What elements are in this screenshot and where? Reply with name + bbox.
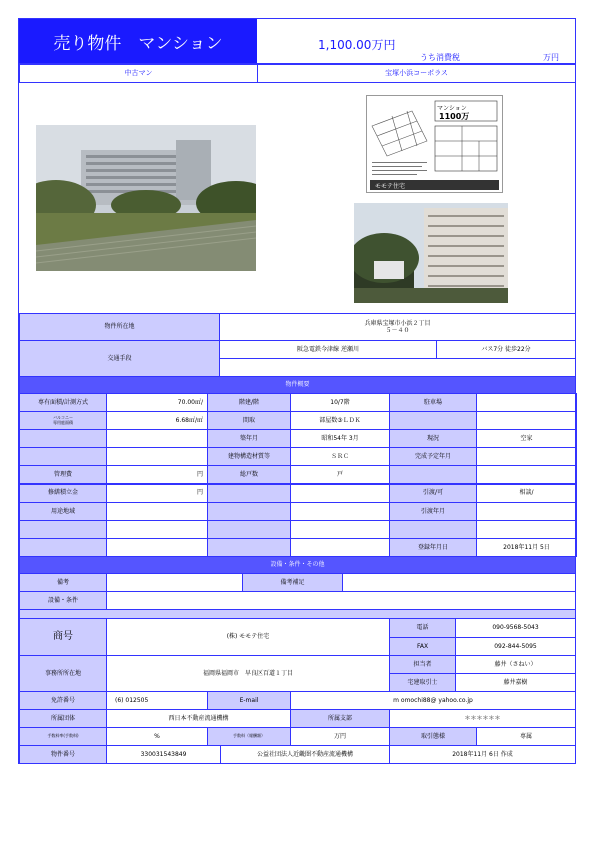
overview-cell <box>389 411 477 430</box>
flyer-title: マンション <box>437 105 467 112</box>
branch-value: ＊＊＊＊＊＊ <box>389 709 576 728</box>
overview-cell: 空家 <box>476 429 577 448</box>
overview-cell <box>290 502 390 521</box>
flyer-footer: モモテ住宅 <box>375 183 406 190</box>
overview-cell: 築年月 <box>207 429 291 448</box>
footer-org: 公益社団法人近畿圏不動産流通機構 <box>220 745 390 764</box>
overview-cell: 昭和54年 3月 <box>290 429 390 448</box>
property-no: 330031543849 <box>106 745 221 764</box>
overview-cell <box>19 538 107 557</box>
overview-cell: 用途地域 <box>19 502 107 521</box>
overview-cell: 階建/階 <box>207 393 291 412</box>
location-value <box>219 313 576 341</box>
overview-cell: 管理費 <box>19 465 107 484</box>
facilities-heading: 設備・条件・その他 <box>19 556 576 574</box>
transport-access: バス7分 徒歩22分 <box>436 340 576 359</box>
overview-cell <box>476 520 577 539</box>
overview-cell: 70.00㎡/ <box>106 393 208 412</box>
transport-extra <box>219 358 576 377</box>
office-address: 福岡県福岡市 早良区百道１丁目 <box>106 655 390 692</box>
overview-cell: 専有面積/計測方式 <box>19 393 107 412</box>
conditions-value <box>106 591 576 610</box>
overview-cell <box>290 484 390 503</box>
fax-label: FAX <box>389 637 456 656</box>
overview-cell: 引渡年月 <box>389 502 477 521</box>
building-name: 宝塚小浜コーポラス <box>257 64 576 83</box>
association-label: 所属団体 <box>19 709 107 728</box>
overview-cell: 10/7階 <box>290 393 390 412</box>
transaction-value: 専属 <box>476 727 576 746</box>
address-line-1: 兵庫県宝塚市小浜２丁目 <box>364 319 431 327</box>
overview-cell <box>106 502 208 521</box>
overview-cell <box>106 538 208 557</box>
overview-cell: 円 <box>106 465 208 484</box>
overview-cell <box>476 502 577 521</box>
email-label: E-mail <box>207 691 291 710</box>
license-value: (6) 012505 <box>106 691 208 710</box>
tel-value: 090-9568-5043 <box>455 618 576 638</box>
tel-label: 電話 <box>389 618 456 638</box>
trade-name: (株) モモテ住宅 <box>106 618 390 656</box>
overview-cell: 総戸数 <box>207 465 291 484</box>
overview-cell: バルコニー 専用庭面積 <box>19 411 107 430</box>
overview-cell: 相談/ <box>476 484 577 503</box>
remarks-sup-value <box>342 573 576 592</box>
contact-value: 藤井（さねい） <box>455 655 576 674</box>
overview-cell: 戸 <box>290 465 390 484</box>
office-label: 事務所所在地 <box>19 655 107 692</box>
fee-label: 手数料（報酬額） <box>207 727 291 746</box>
overview-cell: 6.68㎡/㎡ <box>106 411 208 430</box>
tax-unit: 万円 <box>543 53 559 62</box>
overview-cell: 完成予定年月 <box>389 447 477 466</box>
overview-cell: 間取 <box>207 411 291 430</box>
license-label: 免許番号 <box>19 691 107 710</box>
location-label: 物件所在地 <box>19 313 220 341</box>
overview-cell <box>389 520 477 539</box>
overview-cell <box>476 411 577 430</box>
transaction-label: 取引態様 <box>389 727 477 746</box>
overview-cell <box>106 429 208 448</box>
flyer-price: 1100万 <box>439 112 470 121</box>
overview-cell <box>19 520 107 539</box>
broker-value: 藤井嘉樹 <box>455 673 576 692</box>
price: 1,100.00万円 <box>318 38 396 52</box>
overview-cell <box>19 447 107 466</box>
overview-cell <box>106 447 208 466</box>
overview-cell <box>207 484 291 503</box>
overview-cell <box>290 538 390 557</box>
overview-cell <box>290 520 390 539</box>
remarks-value <box>106 573 243 592</box>
overview-cell <box>389 465 477 484</box>
property-no-label: 物件番号 <box>19 745 107 764</box>
overview-cell <box>207 502 291 521</box>
overview-cell <box>19 429 107 448</box>
overview-cell: 現況 <box>389 429 477 448</box>
sales-flyer-image <box>366 95 503 193</box>
fee-rate-label: 手数料率(手数料) <box>19 727 107 746</box>
overview-cell <box>476 393 577 412</box>
transport-label: 交通手段 <box>19 340 220 377</box>
sheet-title: 売り物件 マンション <box>19 19 257 63</box>
overview-cell: ＳＲＣ <box>290 447 390 466</box>
remarks-label: 備考 <box>19 573 107 592</box>
building-photo <box>36 125 256 271</box>
overview-heading: 物件概要 <box>19 376 576 394</box>
overview-cell: 円 <box>106 484 208 503</box>
association-value: 西日本不動産流通機構 <box>106 709 291 728</box>
branch-label: 所属支部 <box>290 709 390 728</box>
conditions-label: 設備・条件 <box>19 591 107 610</box>
fee-value: 万円 <box>290 727 390 746</box>
overview-cell <box>207 538 291 557</box>
overview-cell <box>476 465 577 484</box>
overview-cell: 引渡/可 <box>389 484 477 503</box>
overview-cell: 部屋数③ＬＤＫ <box>290 411 390 430</box>
broker-label: 宅建取引士 <box>389 673 456 692</box>
contact-label: 担当者 <box>389 655 456 674</box>
trade-name-label: 商号 <box>19 618 107 656</box>
remarks-sup-label: 備考補足 <box>242 573 343 592</box>
overview-cell: 2018年11月 5日 <box>476 538 577 557</box>
overview-cell <box>207 520 291 539</box>
transport-route: 阪急電鉄今津線 逆瀬川 <box>219 340 437 359</box>
overview-cell: 駐車場 <box>389 393 477 412</box>
overview-cell: 登録年月日 <box>389 538 477 557</box>
fax-value: 092-844-5095 <box>455 637 576 656</box>
fee-rate-value: % <box>106 727 208 746</box>
building-closeup-photo <box>354 203 508 303</box>
created-date: 2018年11月 6日 作成 <box>389 745 576 764</box>
category: 中古マン <box>19 64 258 83</box>
overview-cell <box>476 447 577 466</box>
overview-cell: 建物構造材質等 <box>207 447 291 466</box>
tax-label: うち消費税 <box>420 53 460 62</box>
overview-cell <box>106 520 208 539</box>
overview-cell: 修繕積立金 <box>19 484 107 503</box>
address-line-2: ５－４０ <box>385 327 410 334</box>
email-value: m omochi88@ yahoo.co.jp <box>290 691 576 710</box>
